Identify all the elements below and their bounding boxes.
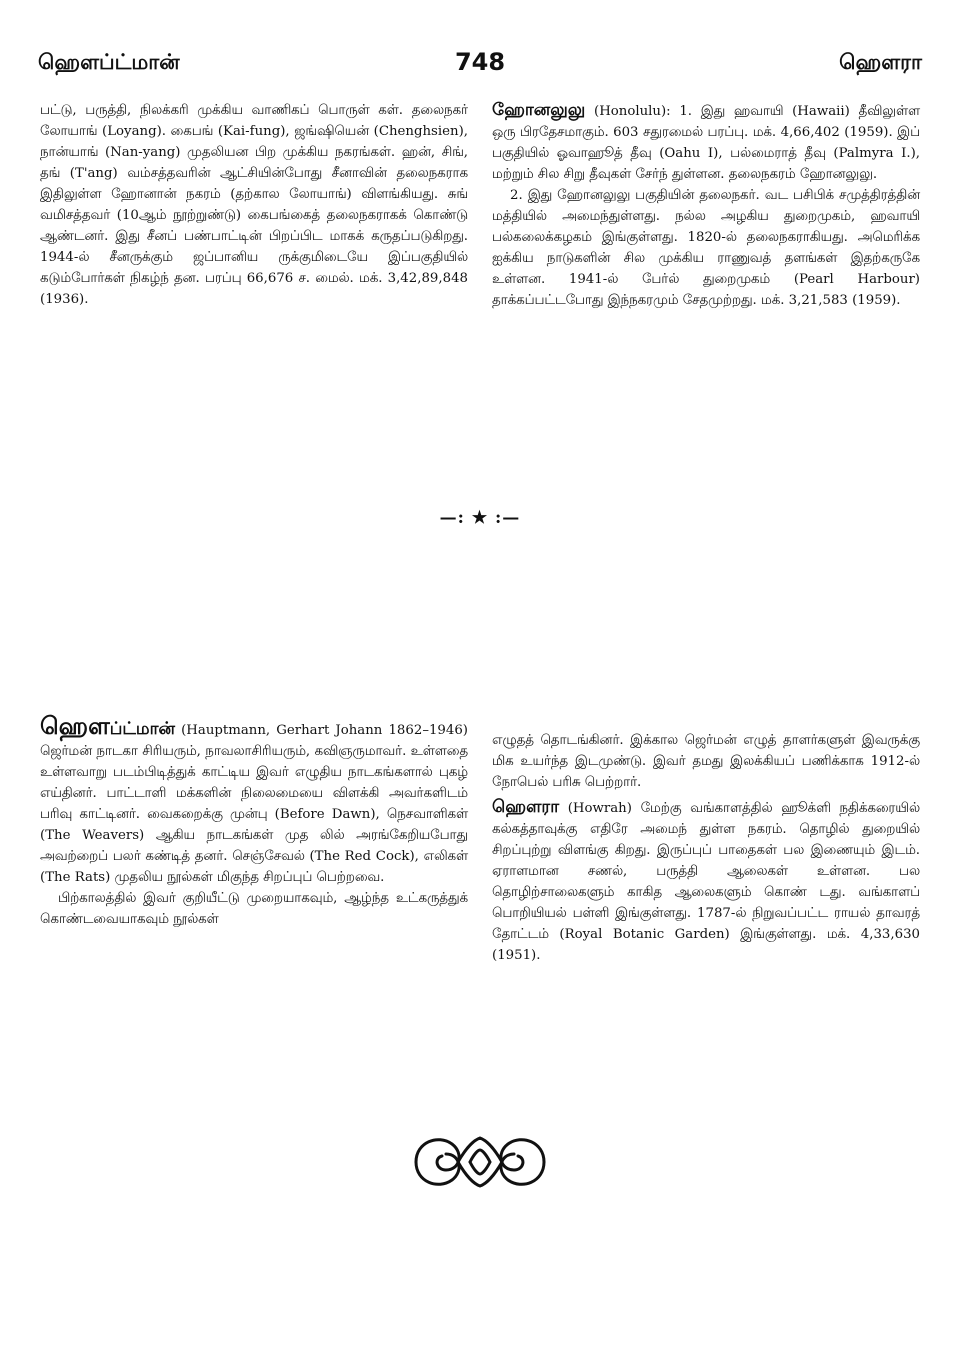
ornament-icon — [408, 1128, 552, 1196]
continued-entry-paragraph: பட்டு, பருத்தி, நிலக்கரி முக்கிய வாணிகப் பொருள் கள். தலைநகர் லோயாங் (Loyang). கைபங் (Kai-fung), ஜங்ஷியென் (Chenghsien), நான்யாங் (Nan-yang) முதலியன பிற முக்கிய நகரங்கள். ஹன், சிங், தங் (T'ang) வம்சத்தவரின் ஆட்சியின்போது சீனாவின் தலைநகராக இதிலுள்ள ஹோனான் நகரம் (தற்கால லோயாங்) விளங்கியது. சுங் வமிசத்தவர் (10ஆம் நூற்றுண்டு) கைபங்கைத் தலைநகராகக் கொண்டு ஆண்டனர். இது சீனப் பண்பாட்டின் பிறப்பிட மாகக் கருதப்படுகிறது. 1944-ல் சீனருக்கும் ஜப்பானிய ருக்குமிடையே இப்பகுதியில் கடும்போர்கள் நிகழ்ந் தன. பரப்பு 66,676 ச. மைல். மக். 3,42,89,848 (1936). — [40, 103, 468, 307]
howrah-headword: ஹௌரா — [492, 797, 560, 817]
honolulu-entry-paragraph-1 — [492, 100, 920, 185]
honolulu-entry-paragraph-2: 2. இது ஹோனலுலு பகுதியின் தலைநகர். வட பசிபிக் சமுத்திரத்தின் மத்தியில் அமைந்துள்ளது. நல்ல அழகிய துறைமுகம், ஹவாயி பல்கலைக்கழகம் இங்குள்ளது. 1820-ல் தலைநகராகியது. அமெரிக்க ஐக்கிய நாடுகளின் சில முக்கிய ராணுவத் தளங்கள் இதற்கருகே உள்ளன. 1941-ல் பேர்ல் துறைமுகம் (Pearl Harbour) தாக்கப்பட்டபோது இந்நகரமும் சேதமுற்றது. மக். 3,21,583 (1959). — [492, 188, 920, 308]
howrah-entry-paragraph — [492, 797, 920, 966]
top-left-column — [40, 100, 468, 310]
hauptmann-headword-initial: ஹௌ — [40, 712, 110, 740]
star-separator: —: ★ :— — [439, 508, 521, 528]
top-right-column — [492, 100, 920, 311]
bottom-left-column — [40, 712, 468, 930]
howrah-entry-text: (Howrah) மேற்கு வங்காளத்தில் ஹூக்ளி நதிக்கரையில் கல்கத்தாவுக்கு எதிரே அமைந் துள்ள நகரம். தொழில் துறையில் சிறப்புற்று விளங்கு கிறது. இருப்புப் பாதைகள் பல இணையும் இடம். ஏராளமான சணல், பருத்தி ஆலைகள் உள்ளன. பல தொழிற்சாலைகளும் காகித ஆலைகளும் கொண் டது. வங்காளப் பொறியியல் பள்ளி இங்குள்ளது. 1787-ல் நிறுவப்பட்ட ராயல் தாவரத் தோட்டம் (Royal Botanic Garden) இங்குள்ளது. மக். 4,33,630 (1951). — [492, 801, 920, 963]
hauptmann-entry-paragraph-2: பிற்காலத்தில் இவர் குறியீட்டு முறையாகவும், ஆழ்ந்த உட்கருத்துக் கொண்டவையாகவும் நூல்கள் — [40, 891, 468, 927]
page-header — [38, 48, 922, 82]
hauptmann-headword-rest: ப்ட்மான் — [109, 719, 175, 739]
page-number: 748 — [454, 48, 506, 76]
hauptmann-entry-text-1: (Hauptmann, Gerhart Johann 1862–1946) ஜெர்மன் நாடகா சிரியரும், நாவலாசிரியரும், கவிஞருமாவர். உள்ளதை உள்ளவாறு படம்பிடித்துக் காட்டிய இவர் எழுதிய நாடகங்களால் புகழ் எய்தினர். பாட்டாளி மக்களின் நிலைமையை விளக்கி அவர்களிடம் பரிவு காட்டினர். வைகறைக்கு முன்பு (Before Dawn), நெசவாளிகள் (The Weavers) ஆகிய நாடகங்கள் முத லில் அரங்கேறியபோது அவற்றைப் பலர் கண்டித் தனர். செஞ்சேவல் (The Red Cock), எலிகள் (The Rats) முதலிய நூல்கள் மிகுந்த சிறப்புப் பெற்றவை. — [40, 723, 468, 885]
hauptmann-entry-continuation: எழுதத் தொடங்கினர். இக்கால ஜெர்மன் எழுத் தாளர்களுள் இவருக்கு மிக உயர்ந்த இடமுண்டு. இவர் தமது இலக்கியப் பணிக்காக 1912-ல் நோபெல் பரிசு பெற்றார். — [492, 733, 920, 790]
bottom-right-column — [492, 730, 920, 966]
running-head-left: ஹௌப்ட்மான் — [38, 50, 180, 74]
honolulu-headword: ஹோனலுலு — [492, 100, 586, 120]
honolulu-entry-text-1: (Honolulu): 1. இது ஹவாயி (Hawaii) தீவிலுள்ள ஒரு பிரதேசமாகும். 603 சதுரமைல் பரப்பு. மக். 4,66,402 (1959). இப் பகுதியில் ஓவாஹூத் தீவு (Oahu I), பல்மைராத் தீவு (Palmyra I.), மற்றும் சில சிறு தீவுகள் சேர்ந் துள்ளன. தலைநகரம் ஹோனலுலு. — [492, 104, 920, 182]
running-head-right: ஹௌரா — [839, 50, 922, 74]
hauptmann-entry-paragraph-1 — [40, 712, 468, 888]
